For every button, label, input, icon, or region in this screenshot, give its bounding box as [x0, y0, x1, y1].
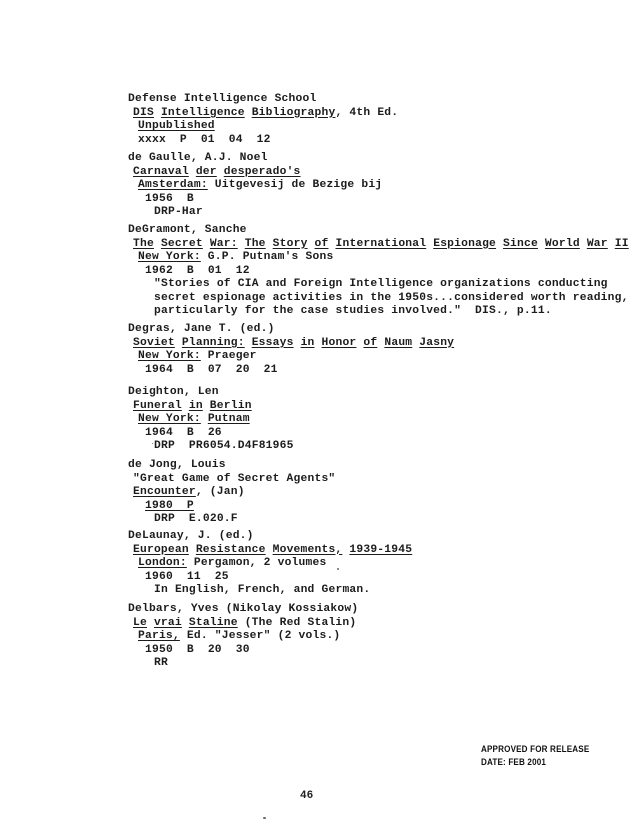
entry-line: London: Pergamon, 2 volumes	[138, 557, 327, 569]
entry-line: New York: Putnam	[138, 413, 250, 425]
bibliography-entry	[128, 603, 598, 671]
entry-line: 1956 B	[145, 192, 194, 205]
release-stamp-date: DATE: FEB 2001	[481, 757, 547, 768]
entry-line: Le vrai Staline (The Red Stalin)	[133, 616, 357, 629]
entry-line: New York: Praeger	[138, 350, 257, 362]
entry-line: DRP E.020.F	[154, 513, 238, 525]
bibliography-entry	[128, 224, 629, 319]
entry-line: 1950 B 20 30	[145, 643, 250, 656]
entry-author: de Jong, Louis	[128, 459, 226, 471]
bibliography-entry	[128, 323, 598, 377]
entry-line: secret espionage activities in the 1950s...considered worth reading,	[154, 291, 629, 304]
bibliography-entry	[128, 386, 598, 454]
entry-line: Carnaval der desperado's	[133, 165, 301, 178]
entry-line: particularly for the case studies involved." DIS., p.11.	[154, 305, 552, 317]
entry-line: DRP PR6054.D4F81965	[154, 440, 294, 452]
entry-line: 1962 B 01 12	[145, 264, 250, 277]
bibliography-entry	[128, 93, 598, 147]
entry-line: RR	[154, 657, 168, 669]
entry-line: New York: G.P. Putnam's Sons	[138, 251, 334, 263]
entry-author: Deighton, Len	[128, 386, 219, 398]
bibliography-entry	[128, 530, 598, 598]
release-stamp-line: APPROVED FOR RELEASE	[481, 744, 590, 755]
entry-author: DeLaunay, J. (ed.)	[128, 530, 254, 542]
entry-line: Amsterdam: Uitgevesij de Bezige bij	[138, 179, 383, 191]
bibliography-entry	[128, 459, 598, 527]
page-number: 46	[300, 790, 314, 802]
entry-line: The Secret War: The Story of International Espionage Since World War II	[133, 237, 629, 250]
entry-line: Funeral in Berlin	[133, 399, 252, 412]
entry-line: 1964 B 07 20 21	[145, 363, 278, 376]
entry-line: DRP-Har	[154, 206, 203, 218]
entry-line: 1980 P	[145, 499, 194, 512]
entry-author: Defense Intelligence School	[128, 93, 317, 105]
entry-line: 1960 11 25	[145, 570, 229, 583]
entry-author: de Gaulle, A.J. Noel	[128, 152, 268, 164]
bibliography-entry	[128, 152, 598, 220]
scan-speck	[152, 443, 153, 444]
entry-line: "Great Game of Secret Agents"	[133, 472, 336, 485]
entry-line: xxxx P 01 04 12	[138, 133, 271, 146]
scan-speck	[337, 568, 339, 570]
entry-author: Degras, Jane T. (ed.)	[128, 323, 275, 335]
entry-line: European Resistance Movements, 1939-1945	[133, 543, 413, 556]
entry-line: Encounter, (Jan)	[133, 486, 245, 498]
entry-line: In English, French, and German.	[154, 584, 371, 596]
entry-author: Delbars, Yves (Nikolay Kossiakow)	[128, 603, 359, 615]
entry-line: "Stories of CIA and Foreign Intelligence organizations conducting	[154, 278, 608, 290]
entry-line: Unpublished	[138, 120, 215, 132]
entry-line: DIS Intelligence Bibliography, 4th Ed.	[133, 106, 399, 119]
entry-author: DeGramont, Sanche	[128, 224, 247, 236]
entry-line: 1964 B 26	[145, 426, 222, 439]
entry-line: Paris, Ed. "Jesser" (2 vols.)	[138, 630, 341, 642]
release-stamp	[481, 743, 589, 769]
entry-line: Soviet Planning: Essays in Honor of Naum Jasny	[133, 336, 455, 349]
scan-speck	[263, 817, 266, 819]
